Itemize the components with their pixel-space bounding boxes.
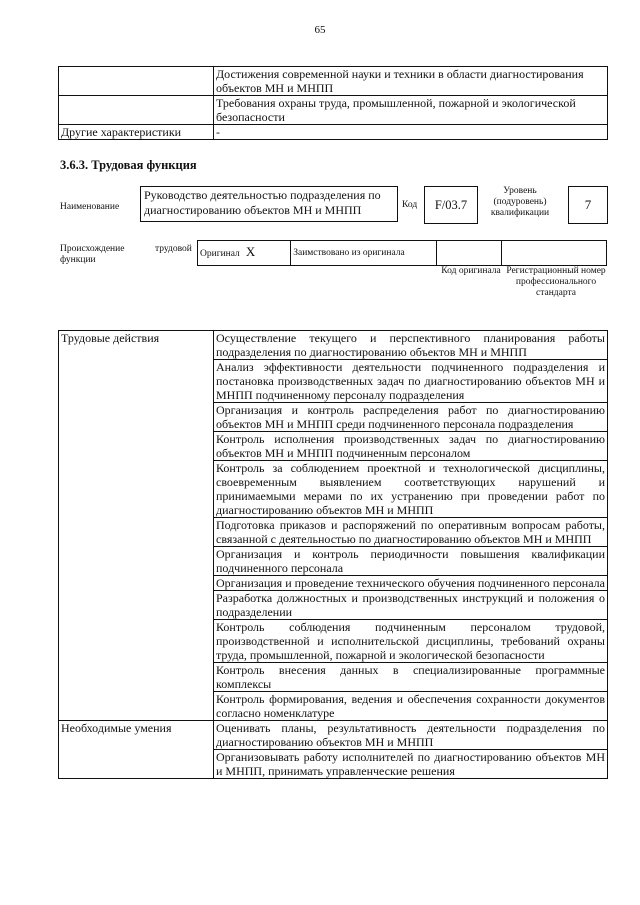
group-label-required-skills: Необходимые умения <box>59 721 214 779</box>
table-cell-text: - <box>214 125 608 140</box>
function-name-box: Руководство деятельностью подразделения по диагностированию объектов МН и МНПП <box>140 186 398 222</box>
table-cell-label: Другие характеристики <box>59 125 214 140</box>
borrowed-cell: Заимствовано из оригинала <box>291 241 436 266</box>
list-item: Осуществление текущего и перспективного планирования работы подразделения по диагностированию объектов МН и МНПП <box>214 331 608 360</box>
table-cell-text: Требования охраны труда, промышленной, пожарной и экологической безопасности <box>214 96 608 125</box>
top-table <box>58 66 608 140</box>
list-item: Оценивать планы, результативность деятельности подразделения по диагностированию объектов МН и МНПП <box>214 721 608 750</box>
main-table <box>58 330 608 779</box>
table-cell-text: Достижения современной науки и техники в области диагностирования объектов МН и МНПП <box>214 67 608 96</box>
list-item: Организация и проведение технического обучения подчиненного персонала <box>214 576 608 591</box>
original-cell <box>198 241 291 266</box>
original-mark: X <box>245 244 256 259</box>
function-code-box: F/03.7 <box>424 186 478 224</box>
table-row <box>59 721 608 750</box>
list-item: Контроль формирования, ведения и обеспечения сохранности документов согласно номенклатуре <box>214 692 608 721</box>
list-item: Организовывать работу исполнителей по диагностированию объектов МН и МНПП, принимать управленческие решения <box>214 750 608 779</box>
list-item: Контроль исполнения производственных задач по диагностированию объектов МН и МНПП подчиненным персоналом <box>214 432 608 461</box>
origin-label-part2: трудовой <box>155 244 192 254</box>
table-row <box>59 125 608 140</box>
registration-number-cell <box>501 241 606 266</box>
origin-label-part3: функции <box>60 255 96 265</box>
table-row <box>59 331 608 360</box>
level-value-box: 7 <box>568 186 608 224</box>
list-item: Контроль внесения данных в специализированные программные комплексы <box>214 663 608 692</box>
section-title: 3.6.3. Трудовая функция <box>60 158 197 172</box>
level-label: Уровень (подуровень) квалификации <box>490 186 550 218</box>
origin-label-part1: Происхождение <box>60 244 125 254</box>
group-label-labor-actions: Трудовые действия <box>59 331 214 721</box>
table-cell-label <box>59 67 214 96</box>
list-item: Контроль за соблюдением проектной и технологической дисциплины, своевременным выявлением соответствующих нарушений и принимаемыми мерами по их устранению при проведении работ по диагностированию объектов МН и МНПП <box>214 461 608 518</box>
original-label: Оригинал <box>200 249 240 259</box>
list-item: Анализ эффективности деятельности подчиненного подразделения и постановка производственных задач по диагностированию объектов МН и МНПП подчиненному персоналу подразделения <box>214 360 608 403</box>
original-code-cell <box>436 241 501 266</box>
list-item: Организация и контроль периодичности повышения квалификации подчиненного персонала <box>214 547 608 576</box>
original-code-caption: Код оригинала <box>441 266 501 276</box>
table-cell-label <box>59 96 214 125</box>
origin-table <box>197 240 607 266</box>
table-row <box>198 241 607 266</box>
name-label: Наименование <box>60 202 120 212</box>
table-row <box>59 67 608 96</box>
registration-number-caption: Регистрационный номер профессионального стандарта <box>506 266 606 298</box>
page-number: 65 <box>314 24 326 36</box>
code-label: Код <box>402 200 418 210</box>
list-item: Организация и контроль распределения работ по диагностированию объектов МН и МНПП среди подчиненного персонала подразделения <box>214 403 608 432</box>
list-item: Разработка должностных и производственных инструкций и положения о подразделении <box>214 591 608 620</box>
list-item: Контроль соблюдения подчиненным персоналом трудовой, производственной и исполнительской дисциплины, требований охраны труда, промышленной, пожарной и экологической безопасности <box>214 620 608 663</box>
table-row <box>59 96 608 125</box>
list-item: Подготовка приказов и распоряжений по оперативным вопросам работы, связанной с деятельностью по диагностированию объектов МН и МНПП <box>214 518 608 547</box>
